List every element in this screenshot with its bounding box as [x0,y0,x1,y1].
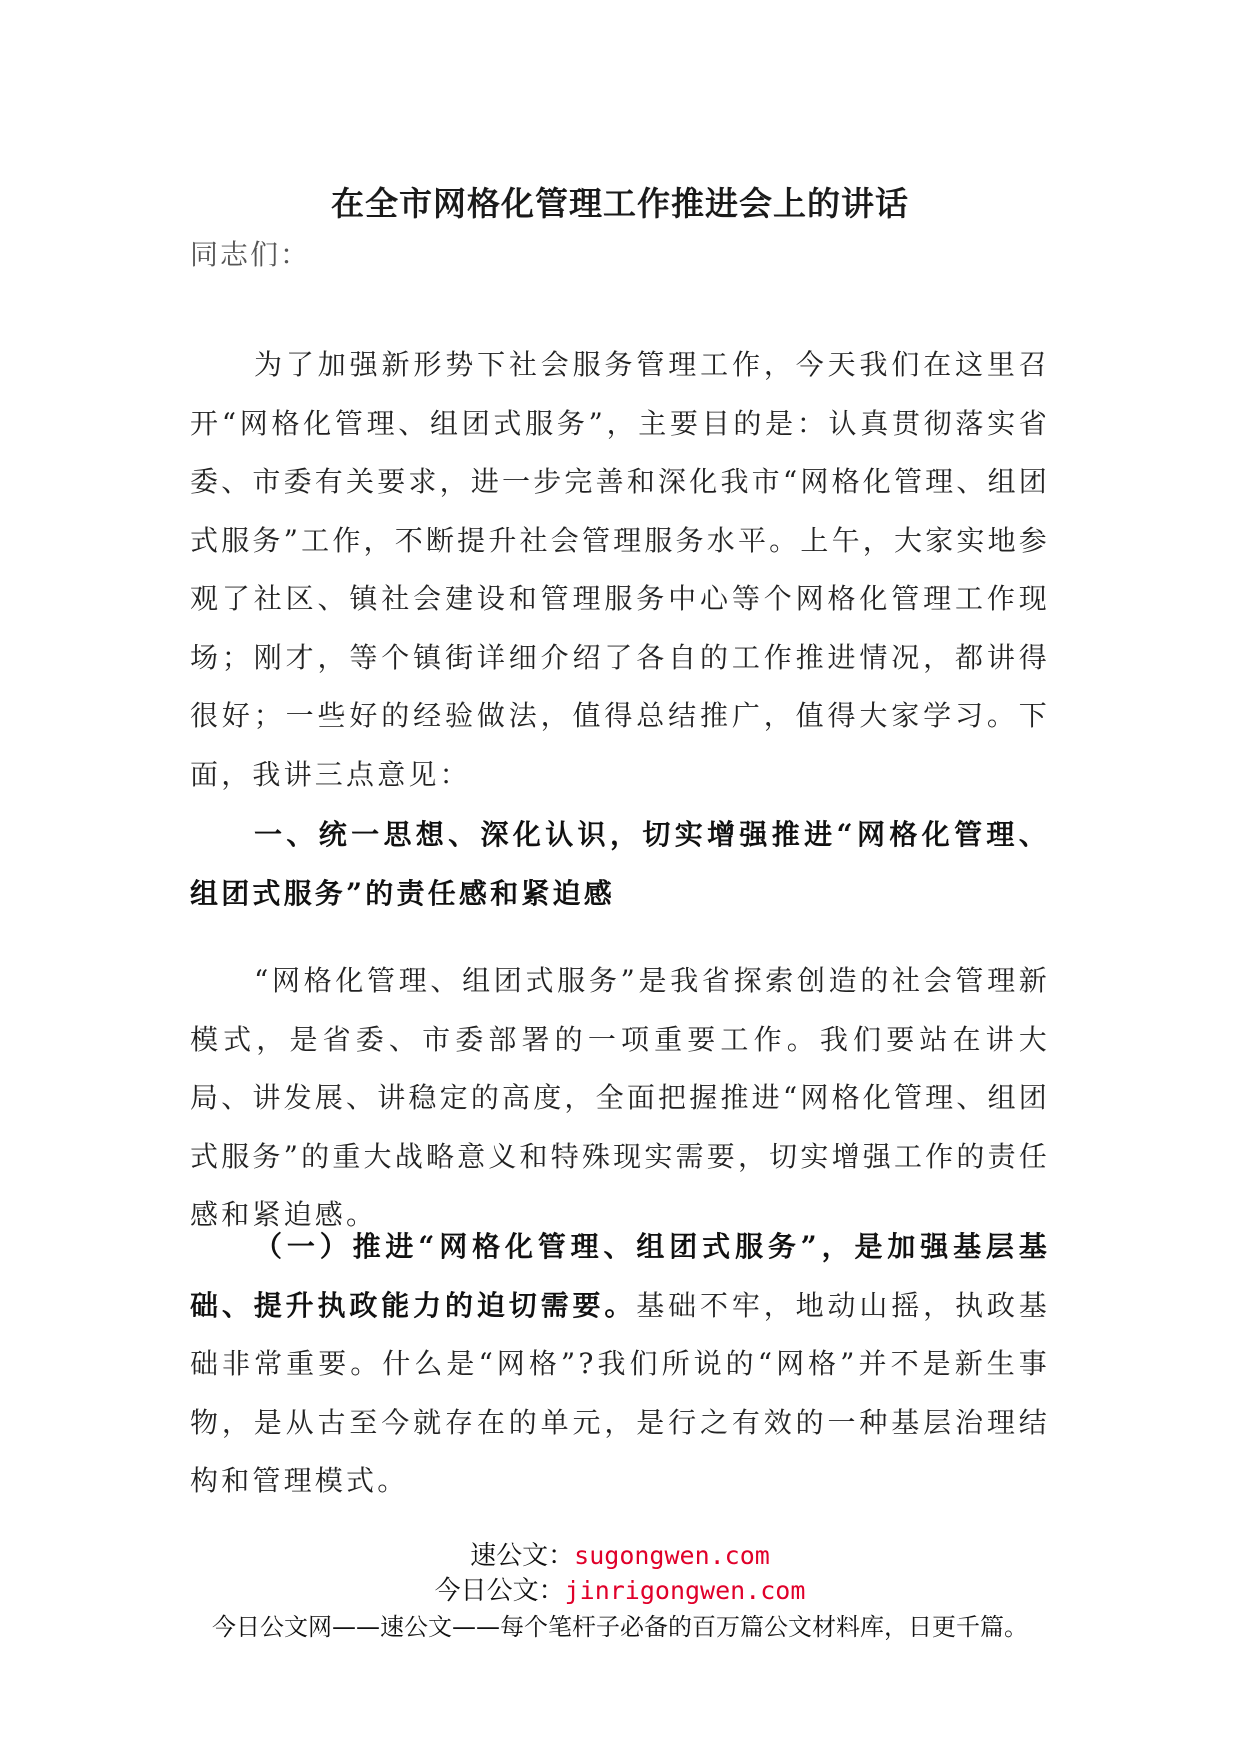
paragraph-subsection-1 [190,1218,1050,1511]
subsection-body-1: 基础不牢，地动山摇，执政基础非常重要。什么是“网格”?我们所说的“网格”并不是新生事物，是从古至今就存在的单元，是行之有效的一种基层治理结构和管理模式。 [190,1288,1050,1497]
paragraph-intro: 为了加强新形势下社会服务管理工作，今天我们在这里召开“网格化管理、组团式服务”，主要目的是：认真贯彻落实省委、市委有关要求，进一步完善和深化我市“网格化管理、组团式服务”工作，不断提升社会管理服务水平。上午，大家实地参观了社区、镇社会建设和管理服务中心等个网格化管理工作现场；刚才，等个镇街详细介绍了各自的工作推进情况，都讲得很好；一些好的经验做法，值得总结推广，值得大家学习。下面，我讲三点意见： [190,348,1050,791]
link-sugongwen[interactable]: sugongwen.com [574,1541,770,1570]
footer-label-jinrigongwen: 今日公文： [434,1576,565,1606]
section-heading-1: 一、统一思想、深化认识，切实增强推进“网格化管理、组团式服务”的责任感和紧迫感 [190,818,1050,910]
salutation: 同志们： [190,238,311,271]
footer-slogan: 今日公文网——速公文——每个笔杆子必备的百万篇公文材料库，日更千篇。 [212,1613,1028,1641]
subsection-heading-1: （一）推进“网格化管理、组团式服务”，是加强基层基础、提升执政能力的迫切需要。 [190,1230,1050,1322]
document-title: 在全市网格化管理工作推进会上的讲话 [331,184,909,223]
paragraph-section-1: “网格化管理、组团式服务”是我省探索创造的社会管理新模式，是省委、市委部署的一项重要工作。我们要站在讲大局、讲发展、讲稳定的高度，全面把握推进“网格化管理、组团式服务”的重大战略意义和特殊现实需要，切实增强工作的责任感和紧迫感。 [190,964,1050,1231]
link-jinrigongwen[interactable]: jinrigongwen.com [564,1576,806,1605]
footer-label-sugongwen: 速公文： [470,1541,575,1571]
footer-line-jinrigongwen [0,1570,1240,1607]
footer-line-sugongwen [0,1535,1240,1572]
